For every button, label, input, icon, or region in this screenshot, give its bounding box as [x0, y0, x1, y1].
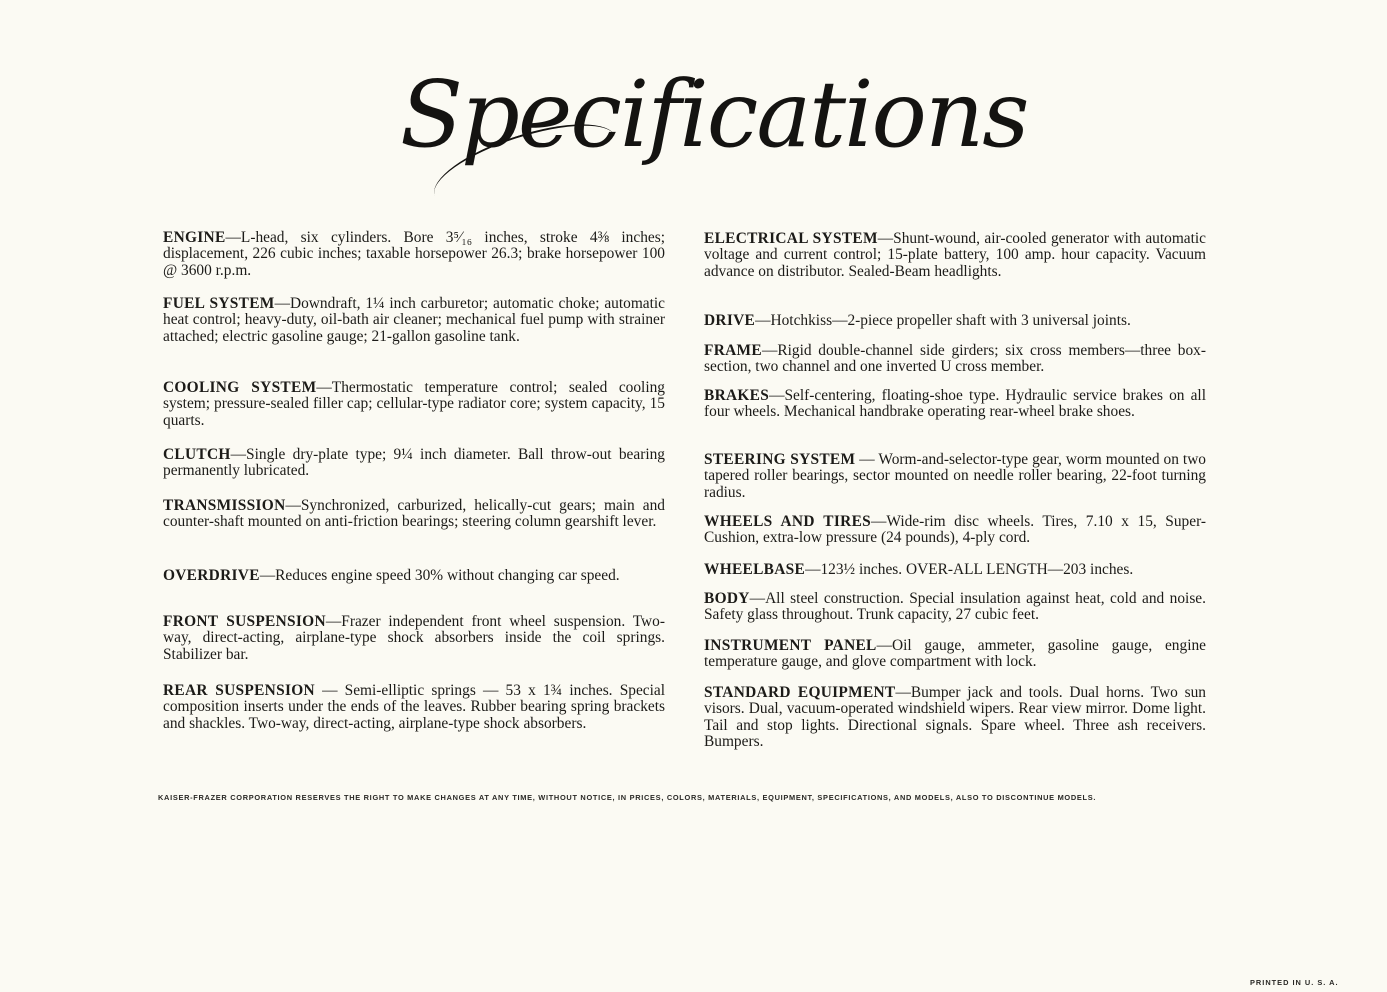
spec-heading: FUEL SYSTEM — [163, 295, 275, 312]
spec-engine — [163, 230, 665, 279]
spec-wheelbase — [704, 562, 1206, 578]
spec-brakes — [704, 388, 1206, 421]
spec-clutch — [163, 447, 665, 480]
spec-body-section — [704, 591, 1206, 624]
spec-heading: ENGINE — [163, 229, 226, 246]
spec-body: —All steel construction. Special insulation against heat, cold and noise. Safety glass throughout. Trunk capacity, 27 cubic feet. — [704, 590, 1206, 624]
spec-body: —Self-centering, floating-shoe type. Hydraulic service brakes on all four wheels. Mechanical handbrake operating rear-wheel brake shoes. — [704, 387, 1206, 421]
spec-heading: TRANSMISSION — [163, 497, 286, 514]
spec-heading: FRONT SUSPENSION — [163, 613, 326, 630]
spec-standard-equipment — [704, 685, 1206, 751]
spec-body: —Rigid double-channel side girders; six cross members—three box-section, two channel and one inverted U cross member. — [704, 342, 1206, 376]
spec-body: — Worm-and-selector-type gear, worm mounted on two tapered roller bearings, sector mounted on needle roller bearing, 22-foot turning radius. — [704, 451, 1207, 501]
spec-overdrive — [163, 568, 665, 584]
spec-body: —Bumper jack and tools. Dual horns. Two sun visors. Dual, vacuum-operated windshield wipers. Rear view mirror. Dome light. Tail and stop lights. Directional signals. Spare wheel. Three ash receivers. Bumpers. — [704, 684, 1206, 751]
spec-body: —Hotchkiss—2-piece propeller shaft with 3 universal joints. — [755, 312, 1131, 329]
disclaimer-footer: KAISER-FRAZER CORPORATION RESERVES THE RIGHT TO MAKE CHANGES AT ANY TIME, WITHOUT NOTICE, IN PRICES, COLORS, MATERIALS, EQUIPMENT, SPECIFICATIONS, AND MODELS, ALSO TO DISCONTINUE MODELS. — [158, 793, 1097, 802]
spec-heading: CLUTCH — [163, 446, 231, 463]
spec-body: —123½ inches. OVER-ALL LENGTH—203 inches. — [805, 561, 1134, 578]
spec-heading: COOLING SYSTEM — [163, 379, 317, 396]
spec-heading: OVERDRIVE — [163, 567, 260, 584]
spec-frame — [704, 343, 1206, 376]
spec-drive — [704, 313, 1206, 329]
spec-cooling-system — [163, 380, 665, 429]
spec-heading: REAR SUSPENSION — [163, 682, 315, 699]
spec-front-suspension — [163, 614, 665, 663]
spec-transmission — [163, 498, 665, 531]
spec-body: —Shunt-wound, air-cooled generator with automatic voltage and current control; 15-plate battery, 100 amp. hour capacity. Vacuum advance on distributor. Sealed-Beam headlights. — [704, 230, 1207, 280]
spec-body: —Wide-rim disc wheels. Tires, 7.10 x 15, Super-Cushion, extra-low pressure (24 pounds), 4-ply cord. — [704, 513, 1207, 547]
spec-body: —Oil gauge, ammeter, gasoline gauge, engine temperature gauge, and glove compartment with lock. — [704, 637, 1206, 671]
spec-heading: WHEELS AND TIRES — [704, 513, 872, 530]
spec-wheels-and-tires — [704, 514, 1206, 547]
spec-rear-suspension — [163, 683, 665, 732]
spec-body: — Semi-elliptic springs — 53 x 1¾ inches. Special composition inserts under the ends of the leaves. Rubber bearing spring brackets and shackles. Two-way, direct-acting, airplane-type shock absorbers. — [163, 682, 666, 732]
spec-heading: BRAKES — [704, 387, 770, 404]
printed-in-usa: PRINTED IN U. S. A. — [1250, 978, 1339, 987]
spec-steering-system — [704, 452, 1206, 501]
spec-heading: STEERING SYSTEM — [704, 451, 856, 468]
spec-heading: INSTRUMENT PANEL — [704, 637, 877, 654]
spec-heading: BODY — [704, 590, 750, 607]
spec-body: —Reduces engine speed 30% without changing car speed. — [259, 567, 620, 584]
spec-body: —Thermostatic temperature control; sealed cooling system; pressure-sealed filler cap; cellular-type radiator core; system capacity, 15 quarts. — [163, 379, 665, 429]
page-title: Specifications — [400, 40, 960, 190]
spec-heading: ELECTRICAL SYSTEM — [704, 230, 878, 247]
spec-heading: FRAME — [704, 342, 762, 359]
spec-body: —Single dry-plate type; 9¼ inch diameter. Ball throw-out bearing permanently lubricated. — [163, 446, 665, 480]
spec-body: —Synchronized, carburized, helically-cut gears; main and counter-shaft mounted on anti-friction bearings; steering column gearshift lever. — [163, 497, 665, 531]
spec-body: —L-head, six cylinders. Bore 3⁵⁄₁₆ inches, stroke 4⅜ inches; displacement, 226 cubic inches; taxable horsepower 26.3; brake horsepower 100 @ 3600 r.p.m. — [163, 229, 665, 279]
spec-heading: STANDARD EQUIPMENT — [704, 684, 896, 701]
spec-heading: DRIVE — [704, 312, 756, 329]
spec-fuel-system — [163, 296, 665, 345]
spec-body: —Frazer independent front wheel suspension. Two-way, direct-acting, airplane-type shock absorbers inside the coil springs. Stabilizer bar. — [163, 613, 665, 663]
spec-instrument-panel — [704, 638, 1206, 671]
spec-heading: WHEELBASE — [704, 561, 806, 578]
spec-body: —Downdraft, 1¼ inch carburetor; automatic choke; automatic heat control; heavy-duty, oil-bath air cleaner; mechanical fuel pump with strainer attached; electric gasoline gauge; 21-gallon gasoline tank. — [163, 295, 665, 345]
spec-electrical-system — [704, 231, 1206, 280]
